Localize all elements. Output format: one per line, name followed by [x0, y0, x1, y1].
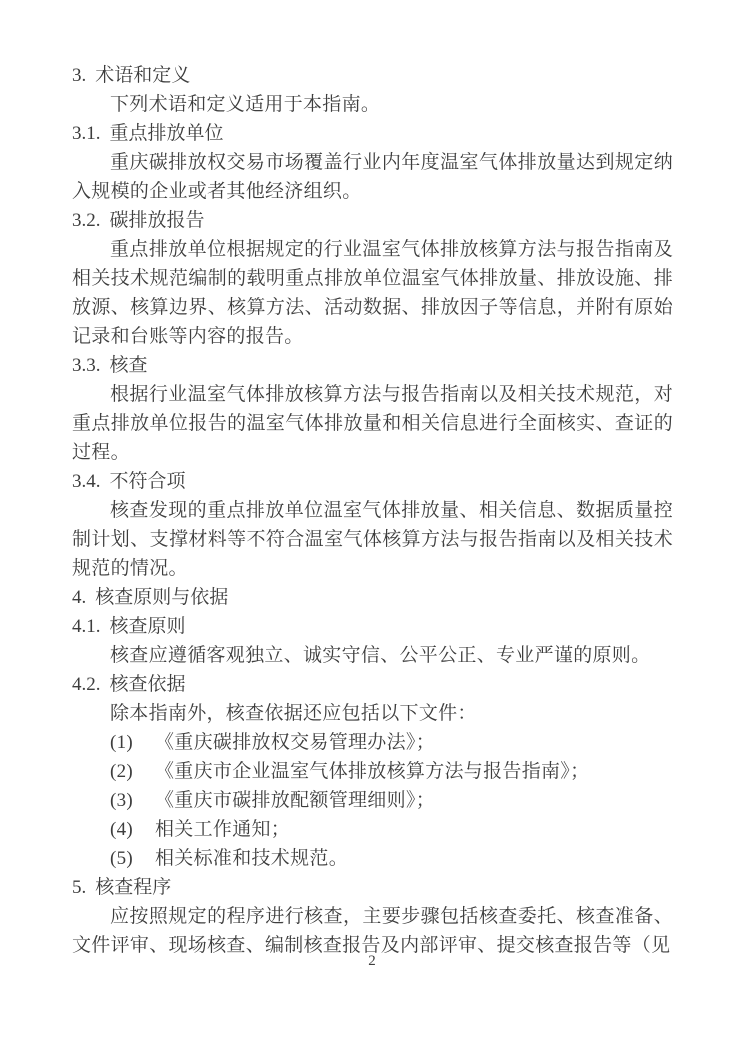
section-number: 4.: [72, 587, 87, 608]
body-paragraph: 除本指南外，核查依据还应包括以下文件：: [110, 703, 477, 724]
section-title: 术语和定义: [95, 65, 191, 86]
list-item-text: 相关工作通知；: [155, 819, 291, 840]
section-number: 4.2.: [72, 674, 101, 695]
list-item: [72, 844, 673, 873]
body-paragraph: 重点排放单位根据规定的行业温室气体排放核算方法与报告指南及相关技术规范编制的载明重点排放单位温室气体排放量、排放设施、排放源、核算边界、核算方法、活动数据、排放因子等信息，并附有原始记录和台账等内容的报告。: [72, 239, 673, 347]
body-paragraph: 应按照规定的程序进行核查，主要步骤包括核查委托、核查准备、文件评审、现场核查、编制核查报告及内部评审、提交核查报告等（见: [72, 906, 673, 956]
section-title: 核查: [109, 355, 148, 376]
list-item-number: (1): [110, 732, 134, 753]
body-paragraph: 下列术语和定义适用于本指南。: [110, 94, 381, 115]
section-heading: [72, 583, 673, 612]
section-title: 核查依据: [109, 674, 186, 695]
section-heading: [72, 670, 673, 699]
list-item-number: (2): [110, 761, 134, 782]
section-number: 5.: [72, 877, 87, 898]
section-title: 核查程序: [95, 877, 172, 898]
section-number: 3.2.: [72, 210, 101, 231]
section-number: 4.1.: [72, 616, 101, 637]
section-number: 3.1.: [72, 123, 101, 144]
list-item-text: 《重庆市碳排放配额管理细则》；: [155, 790, 436, 811]
section-heading: [72, 351, 673, 380]
body-paragraph: 重庆碳排放权交易市场覆盖行业内年度温室气体排放量达到规定纳入规模的企业或者其他经济组织。: [72, 152, 673, 202]
list-item-number: (5): [110, 848, 134, 869]
list-item-number: (4): [110, 819, 134, 840]
list-item-number: (3): [110, 790, 134, 811]
list-item: [72, 728, 673, 757]
section-heading: [72, 612, 673, 641]
list-item: [72, 786, 673, 815]
section-number: 3.4.: [72, 471, 101, 492]
section-title: 碳排放报告: [109, 210, 205, 231]
list-item: [72, 815, 673, 844]
body-paragraph: 核查发现的重点排放单位温室气体排放量、相关信息、数据质量控制计划、支撑材料等不符合温室气体核算方法与报告指南以及相关技术规范的情况。: [72, 500, 673, 579]
page-number: 2: [368, 953, 376, 969]
section-title: 核查原则: [109, 616, 186, 637]
body-paragraph: 核查应遵循客观独立、诚实守信、公平公正、专业严谨的原则。: [110, 645, 651, 666]
section-heading: [72, 206, 673, 235]
section-title: 不符合项: [109, 471, 186, 492]
section-title: 核查原则与依据: [95, 587, 229, 608]
list-item-text: 《重庆市企业温室气体排放核算方法与报告指南》；: [155, 761, 590, 782]
list-item-text: 相关标准和技术规范。: [155, 848, 349, 869]
section-number: 3.3.: [72, 355, 101, 376]
section-number: 3.: [72, 65, 87, 86]
document-page: [72, 61, 673, 960]
section-heading: [72, 873, 673, 902]
section-heading: [72, 467, 673, 496]
section-title: 重点排放单位: [109, 123, 224, 144]
list-item: [72, 757, 673, 786]
body-paragraph: 根据行业温室气体排放核算方法与报告指南以及相关技术规范，对重点排放单位报告的温室气体排放量和相关信息进行全面核实、查证的过程。: [72, 384, 673, 463]
list-item-text: 《重庆碳排放权交易管理办法》；: [155, 732, 436, 753]
section-heading: [72, 61, 673, 90]
section-heading: [72, 119, 673, 148]
